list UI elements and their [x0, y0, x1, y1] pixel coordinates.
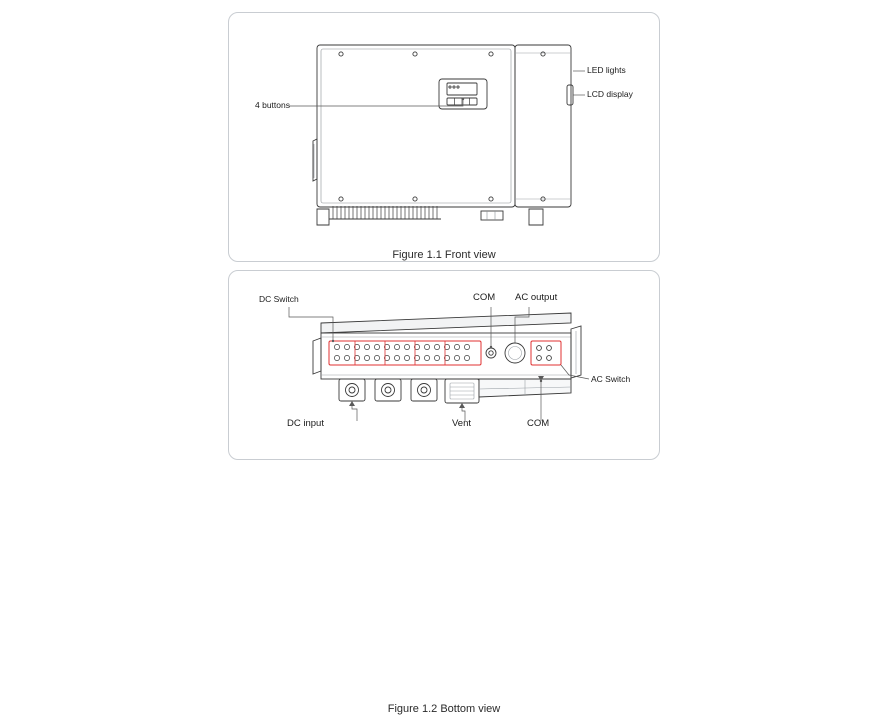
bracket-left — [313, 338, 321, 374]
foot-left — [317, 209, 329, 225]
label-com-top: COM — [473, 292, 496, 303]
chassis-top-edge — [321, 313, 571, 333]
figure-bottom-view-panel — [228, 270, 660, 715]
label-4-buttons: 4 buttons — [255, 100, 290, 110]
front-leader-lines — [289, 71, 585, 106]
label-dc-input: DC input — [287, 418, 324, 429]
bottom-connector-block — [481, 211, 503, 220]
left-bracket — [313, 139, 317, 181]
screw — [413, 197, 417, 201]
dc-input-connectors — [339, 379, 437, 401]
inverter-right-section — [515, 45, 571, 207]
label-lcd-display: LCD display — [587, 89, 633, 99]
screw — [339, 52, 343, 56]
label-ac-switch: AC Switch — [591, 374, 631, 384]
caption-figure-1-2: Figure 1.2 Bottom view — [387, 703, 501, 715]
inverter-main-body — [317, 45, 515, 207]
ac-terminal-block — [531, 341, 561, 365]
caption-figure-1-1: Figure 1.1 Front view — [392, 249, 496, 261]
heatsink-fins — [333, 206, 437, 219]
screw — [489, 197, 493, 201]
label-vent: Vent — [452, 418, 472, 429]
front-view-drawing — [229, 13, 661, 263]
com-port-top — [486, 348, 496, 358]
lcd-screen — [447, 83, 477, 95]
screw — [339, 197, 343, 201]
ac-output-gland — [505, 343, 525, 363]
label-led-lights: LED lights — [587, 65, 626, 75]
screw — [541, 52, 545, 56]
screw — [413, 52, 417, 56]
label-dc-switch: DC Switch — [259, 294, 299, 304]
screw — [489, 52, 493, 56]
foot-right — [529, 209, 543, 225]
figure-front-view-panel — [228, 12, 660, 262]
label-com-bottom: COM — [527, 418, 550, 429]
led-strip — [567, 85, 573, 105]
label-ac-output: AC output — [515, 292, 558, 303]
